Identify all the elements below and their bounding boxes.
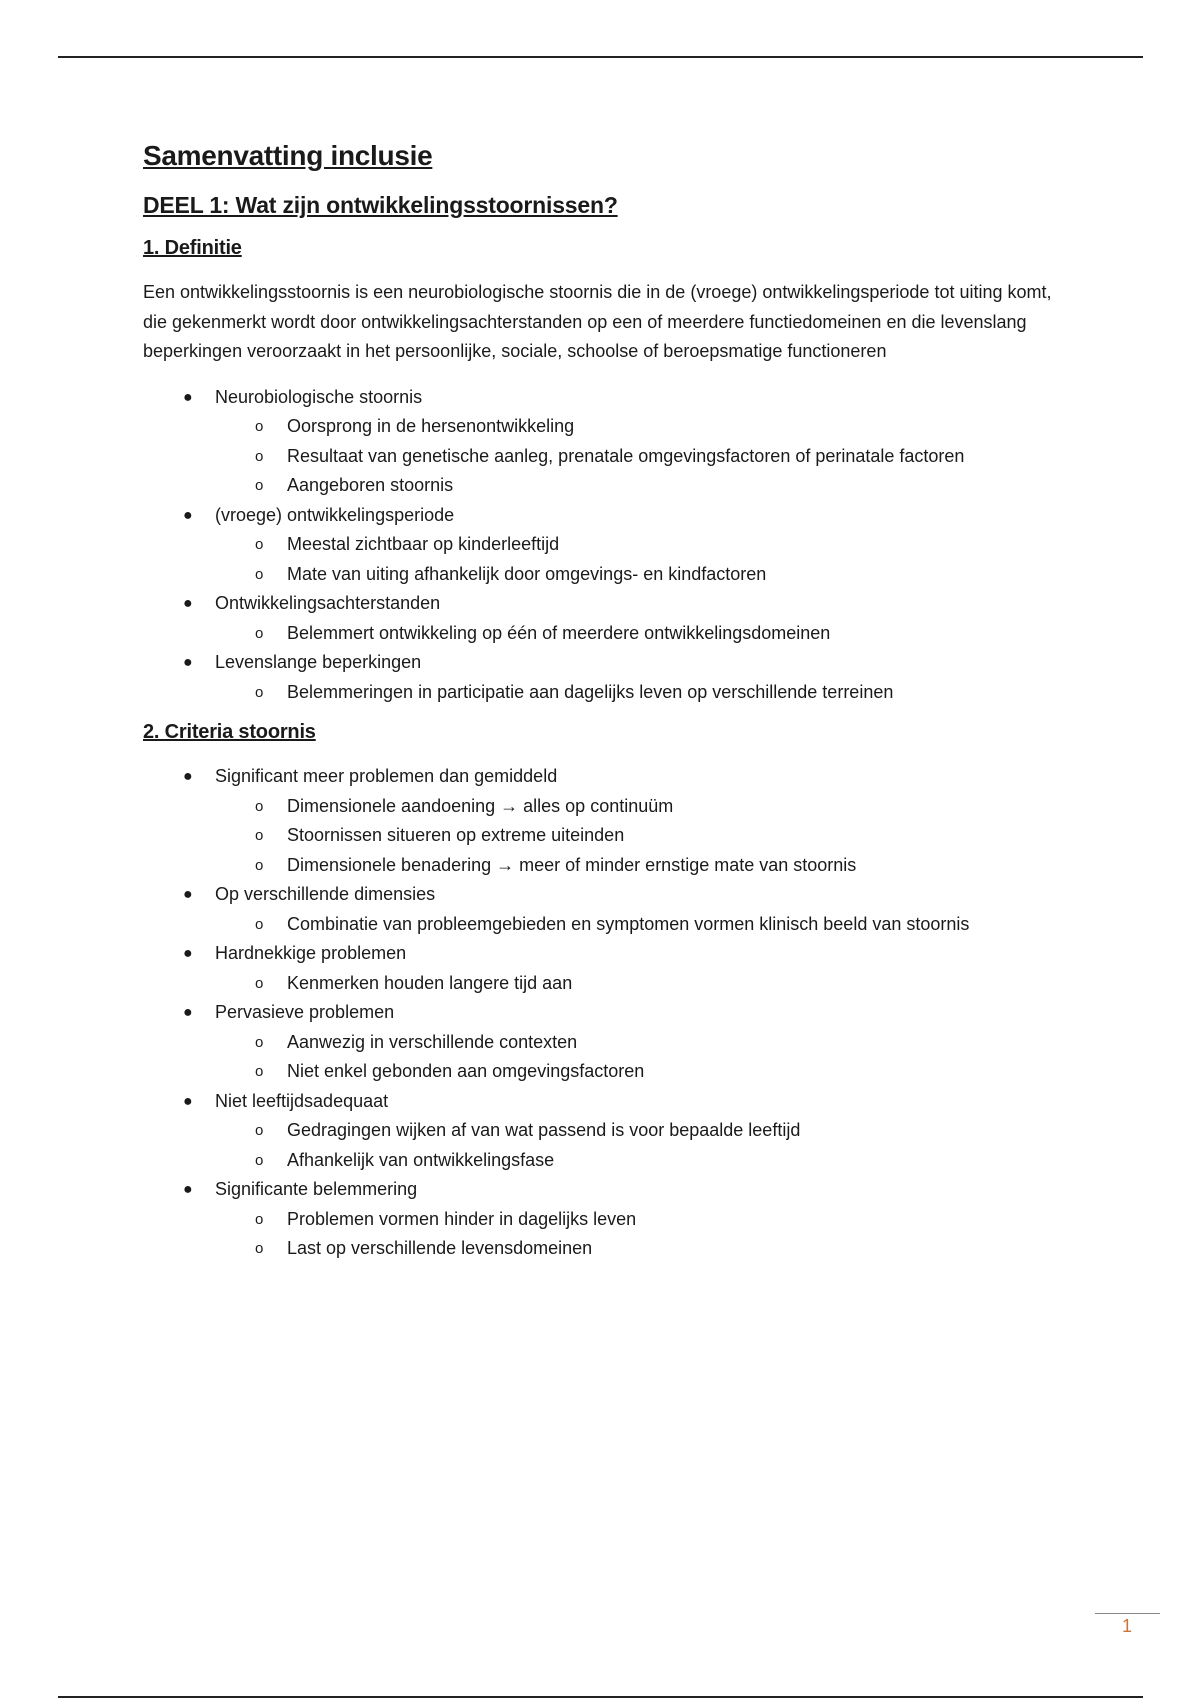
bullet-item <box>143 1087 1073 1176</box>
sub-bullet-text: Combinatie van probleemgebieden en symptomen vormen klinisch beeld van stoornis <box>287 913 970 934</box>
bullet-dot-icon: ● <box>183 1092 193 1110</box>
bullet-dot-icon: ● <box>183 945 193 962</box>
bullet-item <box>143 1175 1073 1264</box>
sub-bullet-circle-icon: o <box>255 565 264 583</box>
sub-bullet-text: Dimensionele benadering → meer of minder ernstige mate van stoornis <box>287 854 857 875</box>
document-title: Samenvatting inclusie <box>143 140 433 171</box>
sub-bullet-list <box>215 969 1073 999</box>
sub-bullet-circle-icon: o <box>255 1151 264 1169</box>
sub-bullet-item <box>215 1234 1073 1264</box>
sub-bullet-list <box>215 1028 1073 1087</box>
sub-bullet-circle-icon: o <box>255 536 264 553</box>
sub-bullet-item <box>215 1205 1073 1235</box>
sub-bullet-circle-icon: o <box>255 974 264 992</box>
sub-bullet-circle-icon: o <box>255 1122 264 1139</box>
bullet-text: Op verschillende dimensies <box>215 884 436 904</box>
sub-bullet-circle-icon: o <box>255 797 264 815</box>
sub-bullet-circle-icon: o <box>255 477 264 494</box>
sub-bullet-circle-icon: o <box>255 1063 264 1080</box>
footer-rule <box>58 1696 1143 1698</box>
sub-bullet-item <box>215 1028 1073 1058</box>
page-number: 1 <box>1122 1616 1133 1636</box>
sub-bullet-circle-icon: o <box>255 1210 264 1228</box>
bullet-item <box>143 383 1073 501</box>
sub-bullet-text: Dimensionele aandoening → alles op continuüm <box>287 795 674 816</box>
bullet-text: Niet leeftijdsadequaat <box>215 1090 389 1111</box>
sub-bullet-item <box>215 1116 1073 1146</box>
bullet-item <box>143 939 1073 998</box>
bullet-item <box>143 648 1073 707</box>
sub-bullet-text: Belemmert ontwikkeling op één of meerdere ontwikkelingsdomeinen <box>287 622 831 643</box>
bullet-text: (vroege) ontwikkelingsperiode <box>215 504 455 525</box>
sub-bullet-item <box>215 678 1073 708</box>
sub-bullet-list <box>215 1116 1073 1175</box>
bullet-dot-icon: ● <box>183 768 193 785</box>
sub-bullet-circle-icon: o <box>255 1033 264 1051</box>
sub-bullet-item <box>215 560 1073 590</box>
bullet-dot-icon: ● <box>183 1181 193 1198</box>
part-title: DEEL 1: Wat zijn ontwikkelingsstoornissen? <box>143 192 618 218</box>
sub-bullet-text: Problemen vormen hinder in dagelijks leven <box>287 1208 637 1229</box>
section-title: 2. Criteria stoornis <box>143 721 316 743</box>
sub-bullet-item <box>215 442 1073 472</box>
sub-bullet-list <box>215 678 1073 708</box>
sections-container <box>143 237 1073 1264</box>
sub-bullet-list <box>215 792 1073 881</box>
bullet-text: Pervasieve problemen <box>215 1002 395 1022</box>
bullet-text: Neurobiologische stoornis <box>215 386 423 407</box>
bullet-item <box>143 501 1073 590</box>
sub-bullet-list <box>215 412 1073 501</box>
sub-bullet-text: Niet enkel gebonden aan omgevingsfactoren <box>287 1061 645 1081</box>
section-paragraph: Een ontwikkelingsstoornis is een neurobiologische stoornis die in de (vroege) ontwikkelingsperiode tot uiting komt, die gekenmerkt wordt door ontwikkelingsachterstanden op een of meerdere functiedomeinen en die levenslang beperkingen veroorzaakt in het persoonlijke, sociale, schoolse of beroepsmatige functioneren <box>143 282 1052 361</box>
bullet-text: Significant meer problemen dan gemiddeld <box>215 766 558 786</box>
sub-bullet-text: Gedragingen wijken af van wat passend is voor bepaalde leeftijd <box>287 1120 801 1140</box>
bullet-item <box>143 880 1073 939</box>
sub-bullet-item <box>215 792 1073 822</box>
sub-bullet-circle-icon: o <box>255 683 264 701</box>
sub-bullet-item <box>215 1146 1073 1176</box>
sub-bullet-text: Oorsprong in de hersenontwikkeling <box>287 416 575 436</box>
sub-bullet-circle-icon: o <box>255 418 264 435</box>
section-title: 1. Definitie <box>143 237 242 259</box>
sub-bullet-item <box>215 821 1073 851</box>
bullet-dot-icon: ● <box>183 506 193 524</box>
sub-bullet-item <box>215 1057 1073 1087</box>
sub-bullet-item <box>215 471 1073 501</box>
bullet-dot-icon: ● <box>183 886 193 903</box>
page-number-rule <box>1095 1613 1160 1614</box>
bullet-text: Significante belemmering <box>215 1179 418 1199</box>
sub-bullet-item <box>215 412 1073 442</box>
sub-bullet-text: Resultaat van genetische aanleg, prenatale omgevingsfactoren of perinatale factoren <box>287 445 965 466</box>
header-rule <box>58 56 1143 58</box>
sub-bullet-item <box>215 619 1073 649</box>
bullet-dot-icon: ● <box>183 654 193 671</box>
sub-bullet-list <box>215 910 1073 940</box>
bullet-item <box>143 998 1073 1087</box>
sub-bullet-text: Belemmeringen in participatie aan dagelijks leven op verschillende terreinen <box>287 681 894 702</box>
bullet-list <box>143 762 1073 1264</box>
sub-bullet-text: Afhankelijk van ontwikkelingsfase <box>287 1149 555 1170</box>
sub-bullet-text: Aanwezig in verschillende contexten <box>287 1031 578 1052</box>
sub-bullet-text: Kenmerken houden langere tijd aan <box>287 972 573 993</box>
sub-bullet-list <box>215 530 1073 589</box>
sub-bullet-text: Aangeboren stoornis <box>287 475 454 495</box>
bullet-dot-icon: ● <box>183 388 193 406</box>
sub-bullet-circle-icon: o <box>255 1240 264 1257</box>
bullet-item <box>143 762 1073 880</box>
sub-bullet-circle-icon: o <box>255 856 264 874</box>
sub-bullet-item <box>215 910 1073 940</box>
bullet-text: Ontwikkelingsachterstanden <box>215 593 441 613</box>
sub-bullet-text: Stoornissen situeren op extreme uiteinden <box>287 825 625 845</box>
bullet-dot-icon: ● <box>183 595 193 612</box>
sub-bullet-circle-icon: o <box>255 827 264 844</box>
sub-bullet-list <box>215 1205 1073 1264</box>
sub-bullet-text: Mate van uiting afhankelijk door omgevings- en kindfactoren <box>287 563 767 584</box>
bullet-text: Hardnekkige problemen <box>215 943 407 963</box>
sub-bullet-circle-icon: o <box>255 624 264 642</box>
sub-bullet-text: Last op verschillende levensdomeinen <box>287 1238 593 1258</box>
sub-bullet-circle-icon: o <box>255 915 264 933</box>
document-body <box>143 140 1073 1278</box>
sub-bullet-text: Meestal zichtbaar op kinderleeftijd <box>287 534 560 554</box>
sub-bullet-item <box>215 530 1073 560</box>
bullet-item <box>143 589 1073 648</box>
sub-bullet-item <box>215 851 1073 881</box>
bullet-dot-icon: ● <box>183 1004 193 1021</box>
sub-bullet-item <box>215 969 1073 999</box>
sub-bullet-circle-icon: o <box>255 447 264 465</box>
bullet-text: Levenslange beperkingen <box>215 652 422 672</box>
bullet-list <box>143 383 1073 708</box>
sub-bullet-list <box>215 619 1073 649</box>
